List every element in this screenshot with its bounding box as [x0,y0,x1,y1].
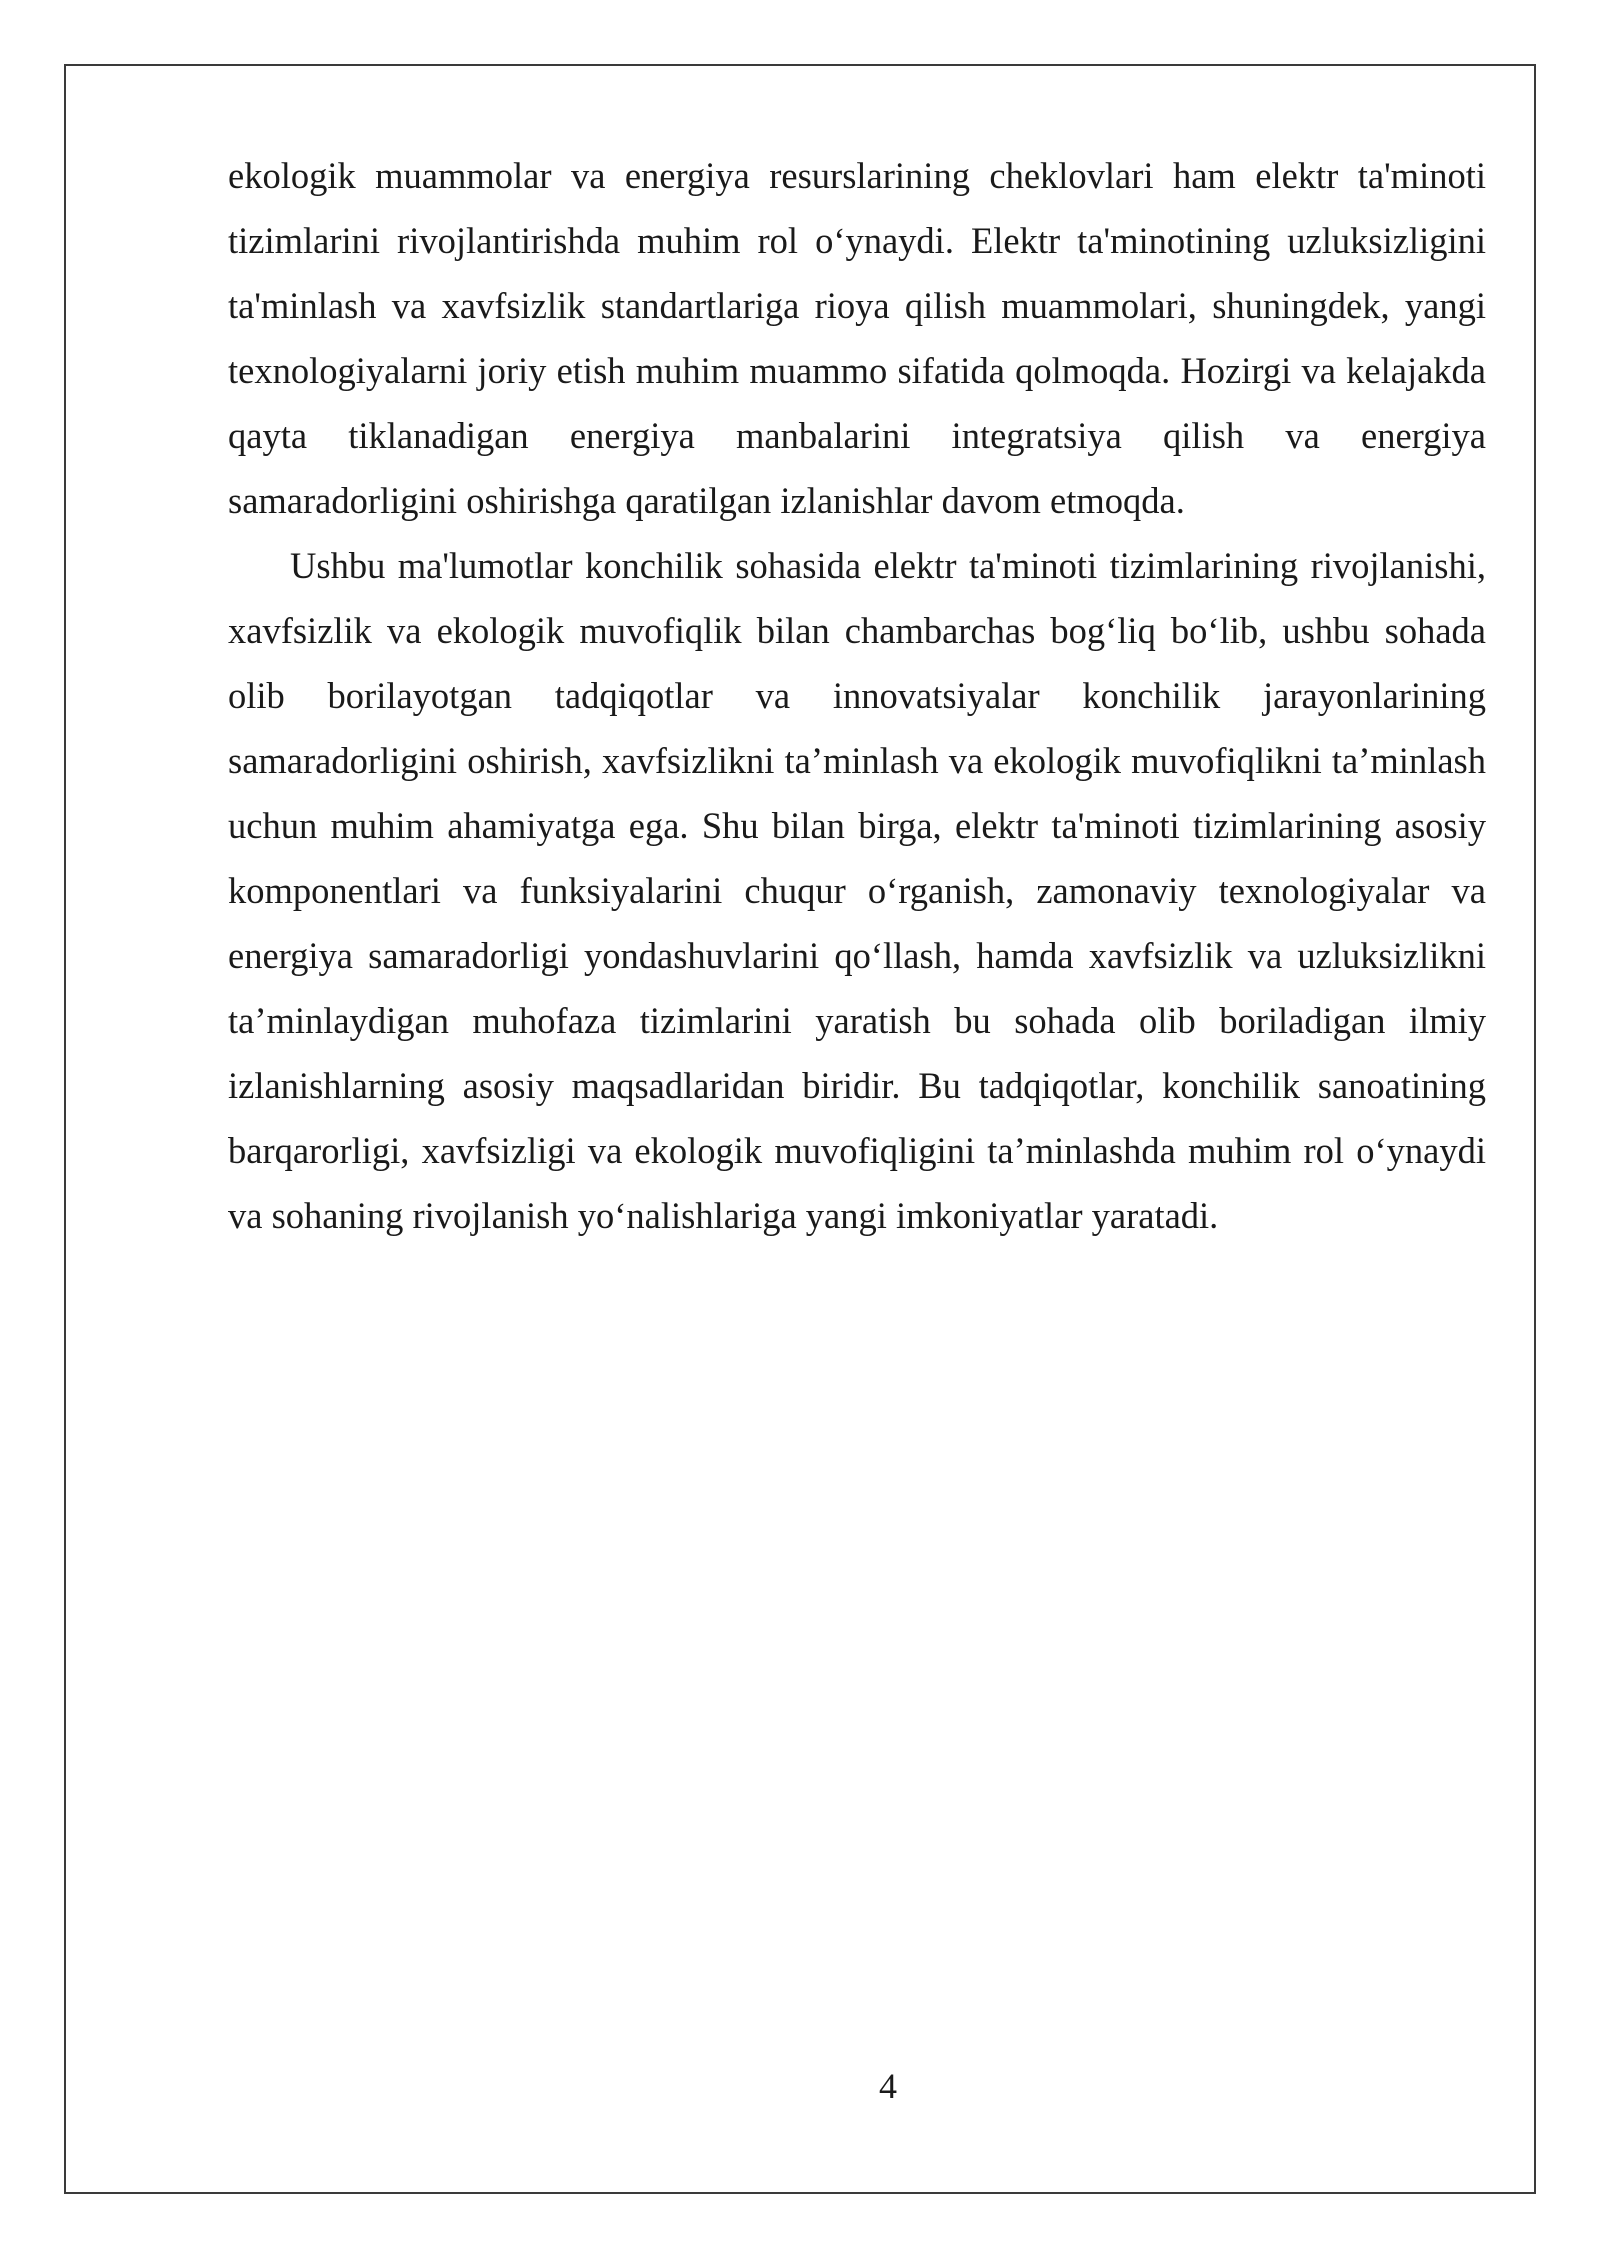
paragraph-continuation: ekologik muammolar va energiya resurslarining cheklovlari ham elektr ta'minoti tizimlarini rivojlantirishda muhim rol o‘ynaydi. Elektr ta'minotining uzluksizligini ta'minlash va xavfsizlik standartlariga rioya qilish muammolari, shuningdek, yangi texnologiyalarni joriy etish muhim muammo sifatida qolmoqda. Hozirgi va kelajakda qayta tiklanadigan energiya manbalarini integratsiya qilish va energiya samaradorligini oshirishga qaratilgan izlanishlar davom etmoqda. [228,155,1486,521]
document-body [228,143,1486,1248]
paragraph-summary: Ushbu ma'lumotlar konchilik sohasida elektr ta'minoti tizimlarining rivojlanishi, xavfsizlik va ekologik muvofiqlik bilan chambarchas bog‘liq bo‘lib, ushbu sohada olib borilayotgan tadqiqotlar va innovatsiyalar konchilik jarayonlarining samaradorligini oshirish, xavfsizlikni ta’minlash va ekologik muvofiqlikni ta’minlash uchun muhim ahamiyatga ega. Shu bilan birga, elektr ta'minoti tizimlarining asosiy komponentlari va funksiyalarini chuqur o‘rganish, zamonaviy texnologiyalar va energiya samaradorligi yondashuvlarini qo‘llash, hamda xavfsizlik va uzluksizlikni ta’minlaydigan muhofaza tizimlarini yaratish bu sohada olib boriladigan ilmiy izlanishlarning asosiy maqsadlaridan biridir. Bu tadqiqotlar, konchilik sanoatining barqarorligi, xavfsizligi va ekologik muvofiqligini ta’minlashda muhim rol o‘ynaydi va sohaning rivojlanish yo‘nalishlariga yangi imkoniyatlar yaratadi. [228,545,1486,1236]
page-number: 4 [879,2066,897,2106]
